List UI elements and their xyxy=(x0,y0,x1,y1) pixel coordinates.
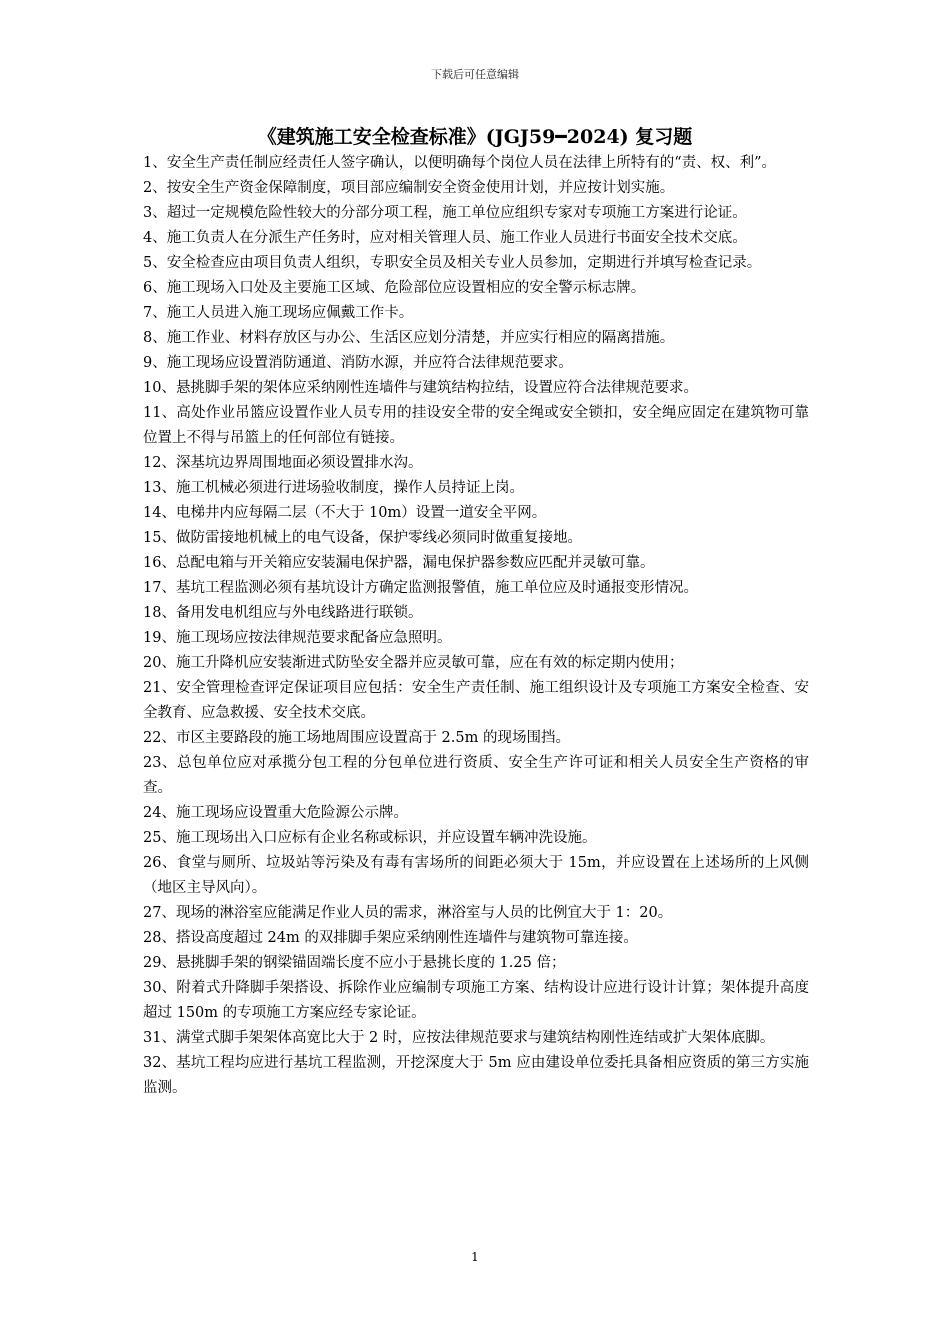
page-number: 1 xyxy=(471,1250,479,1264)
list-item: 6、施工现场入口处及主要施工区域、危险部位应设置相应的安全警示标志牌。 xyxy=(143,280,646,296)
list-item: 14、电梯井内应每隔二层（不大于 10m）设置一道安全平网。 xyxy=(143,505,547,521)
list-item: 28、搭设高度超过 24m 的双排脚手架应采纳刚性连墙件与建筑物可靠连接。 xyxy=(143,930,638,946)
list-item: 21、安全管理检查评定保证项目应包括：安全生产责任制、施工组织设计及专项施工方案安全检查、安全教育、应急救援、安全技术交底。 xyxy=(143,680,809,721)
list-item: 16、总配电箱与开关箱应安装漏电保护器，漏电保护器参数应匹配并灵敏可靠。 xyxy=(143,555,655,571)
list-item: 15、做防雷接地机械上的电气设备，保护零线必须同时做重复接地。 xyxy=(143,530,582,546)
list-item: 11、高处作业吊篮应设置作业人员专用的挂设安全带的安全绳或安全锁扣，安全绳应固定在建筑物可靠位置上不得与吊篮上的任何部位有链接。 xyxy=(143,405,809,446)
list-item: 7、施工人员进入施工现场应佩戴工作卡。 xyxy=(143,305,414,321)
list-item: 17、基坑工程监测必须有基坑设计方确定监测报警值，施工单位应及时通报变形情况。 xyxy=(143,580,698,596)
list-item: 13、施工机械必须进行进场验收制度，操作人员持证上岗。 xyxy=(143,480,524,496)
list-item: 27、现场的淋浴室应能满足作业人员的需求，淋浴室与人员的比例宜大于 1：20。 xyxy=(143,905,673,921)
list-item: 10、悬挑脚手架的架体应采纳刚性连墙件与建筑结构拉结，设置应符合法律规范要求。 xyxy=(143,380,698,396)
list-item: 5、安全检查应由项目负责人组织，专职安全员及相关专业人员参加，定期进行并填写检查记录。 xyxy=(143,255,762,271)
list-item: 18、备用发电机组应与外电线路进行联锁。 xyxy=(143,605,423,621)
list-item: 30、附着式升降脚手架搭设、拆除作业应编制专项施工方案、结构设计应进行设计计算；架体提升高度超过 150m 的专项施工方案应经专家论证。 xyxy=(143,980,809,1021)
document-title: 《建筑施工安全检查标准》(JGJ59━2024) 复习题 xyxy=(257,126,693,148)
list-item: 19、施工现场应按法律规范要求配备应急照明。 xyxy=(143,630,452,646)
list-item: 4、施工负责人在分派生产任务时，应对相关管理人员、施工作业人员进行书面安全技术交底。 xyxy=(143,230,747,246)
list-item: 9、施工现场应设置消防通道、消防水源，并应符合法律规范要求。 xyxy=(143,355,573,371)
list-item: 31、满堂式脚手架架体高宽比大于 2 时，应按法律规范要求与建筑结构刚性连结或扩大架体底脚。 xyxy=(143,1030,775,1046)
list-item: 24、施工现场应设置重大危险源公示牌。 xyxy=(143,805,408,821)
list-item: 2、按安全生产资金保障制度，项目部应编制安全资金使用计划，并应按计划实施。 xyxy=(143,180,675,196)
question-list xyxy=(143,151,809,1101)
list-item: 8、施工作业、材料存放区与办公、生活区应划分清楚，并应实行相应的隔离措施。 xyxy=(143,330,675,346)
list-item: 12、深基坑边界周围地面必须设置排水沟。 xyxy=(143,455,423,471)
list-item: 20、施工升降机应安装渐进式防坠安全器并应灵敏可靠，应在有效的标定期内使用； xyxy=(143,655,684,671)
list-item: 22、市区主要路段的施工场地周围应设置高于 2.5m 的现场围挡。 xyxy=(143,730,570,746)
list-item: 32、基坑工程均应进行基坑工程监测，开挖深度大于 5m 应由建设单位委托具备相应资质的第三方实施监测。 xyxy=(143,1055,809,1096)
list-item: 29、悬挑脚手架的钢梁锚固端长度不应小于悬挑长度的 1.25 倍； xyxy=(143,955,566,971)
list-item: 25、施工现场出入口应标有企业名称或标识，并应设置车辆冲洗设施。 xyxy=(143,830,597,846)
header-note: 下载后可任意编辑 xyxy=(431,68,519,81)
list-item: 23、总包单位应对承揽分包工程的分包单位进行资质、安全生产许可证和相关人员安全生产资格的审查。 xyxy=(143,755,809,796)
list-item: 1、安全生产责任制应经责任人签字确认，以便明确每个岗位人员在法律上所特有的“责、权、利”。 xyxy=(143,155,777,171)
list-item: 26、食堂与厕所、垃圾站等污染及有毒有害场所的间距必须大于 15m，并应设置在上述场所的上风侧（地区主导风向）。 xyxy=(143,855,809,896)
list-item: 3、超过一定规模危险性较大的分部分项工程，施工单位应组织专家对专项施工方案进行论证。 xyxy=(143,205,747,221)
